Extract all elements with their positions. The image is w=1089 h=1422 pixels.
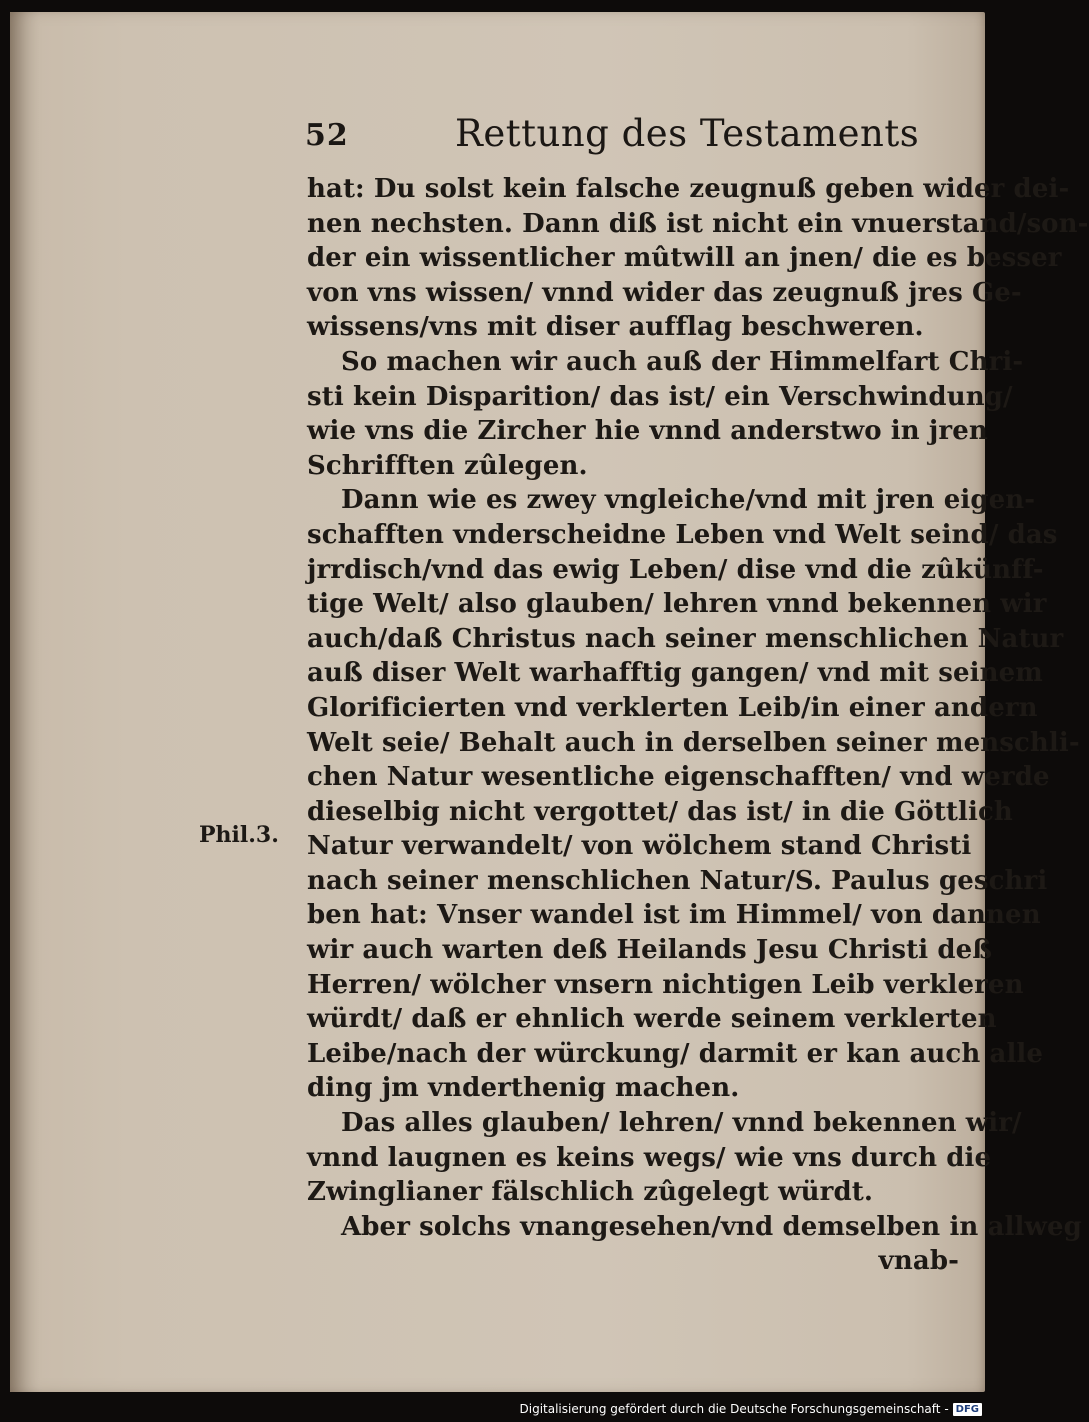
text-line: der ein wissentlicher mûtwill an jnen/ die es besser [307,243,1062,274]
text-line: vnnd laugnen es keins wegs/ wie vns durch die [307,1142,992,1173]
catchword: vnab- [878,1246,959,1277]
text-line: Leibe/nach der würckung/ darmit er kan auch alle [307,1038,1044,1069]
body-text [307,172,1089,1279]
text-line: jrrdisch/vnd das ewig Leben/ dise vnd die zûkünff- [307,554,1044,585]
text-line: Zwinglianer fälschlich zûgelegt würdt. [307,1177,874,1208]
text-line: schafften vnderscheidne Leben vnd Welt seind/ das [307,519,1058,550]
text-line: wie vns die Zircher hie vnnd anderstwo in jren [307,416,988,447]
marginal-note: Phil.3. [199,822,279,848]
text-line: ben hat: Vnser wandel ist im Himmel/ von dannen [307,900,1041,931]
text-line: nach seiner menschlichen Natur/S. Paulus geschri [307,865,1048,896]
text-line: hat: Du solst kein falsche zeugnuß geben wider dei- [307,174,1070,204]
text-line: Aber solchs vnangesehen/vnd demselben in allweg [341,1211,1082,1242]
text-line: nen nechsten. Dann diß ist nicht ein vnuerstand/son- [307,208,1089,239]
text-line: So machen wir auch auß der Himmelfart Chri- [341,346,1024,377]
page-header [305,112,920,158]
running-title: Rettung des Testaments [455,112,920,155]
text-line: Das alles glauben/ lehren/ vnnd bekennen wir/ [341,1108,1022,1139]
text-line: wissens/vns mit diser aufflag beschweren. [307,312,924,343]
text-line: Natur verwandelt/ von wölchem stand Christi [307,831,972,862]
text-line: Glorificierten vnd verklerten Leib/in einer andern [307,692,1038,723]
digitization-footer [520,1402,983,1416]
text-line: Dann wie es zwey vngleiche/vnd mit jren eigen- [341,485,1036,516]
text-line: Schrifften zûlegen. [307,450,588,481]
text-line: ding jm vnderthenig machen. [307,1073,740,1104]
text-line: sti kein Disparition/ das ist/ ein Verschwindung/ [307,381,1013,412]
text-line: würdt/ daß er ehnlich werde seinem verklerten [307,1004,997,1035]
dfg-logo-icon: DFG [953,1403,982,1416]
text-line: auch/daß Christus nach seiner menschlichen Natur [307,623,1064,654]
text-line: wir auch warten deß Heilands Jesu Christi deß [307,935,993,966]
footer-credit: Digitalisierung gefördert durch die Deutsche Forschungsgemeinschaft - [519,1402,949,1416]
text-line: von vns wissen/ vnnd wider das zeugnuß jres Ge- [307,277,1022,308]
text-line: Welt seie/ Behalt auch in derselben seiner menschli- [307,727,1080,758]
text-line: Herren/ wölcher vnsern nichtigen Leib verkleren [307,969,1024,1000]
text-line: chen Natur wesentliche eigenschafften/ vnd werde [307,762,1050,793]
text-line: dieselbig nicht vergottet/ das ist/ in die Göttlich [307,796,1013,827]
page-number: 52 [305,118,349,153]
text-line: auß diser Welt warhafftig gangen/ vnd mit seinem [307,658,1043,689]
text-line: tige Welt/ also glauben/ lehren vnnd bekennen wir [307,589,1047,620]
